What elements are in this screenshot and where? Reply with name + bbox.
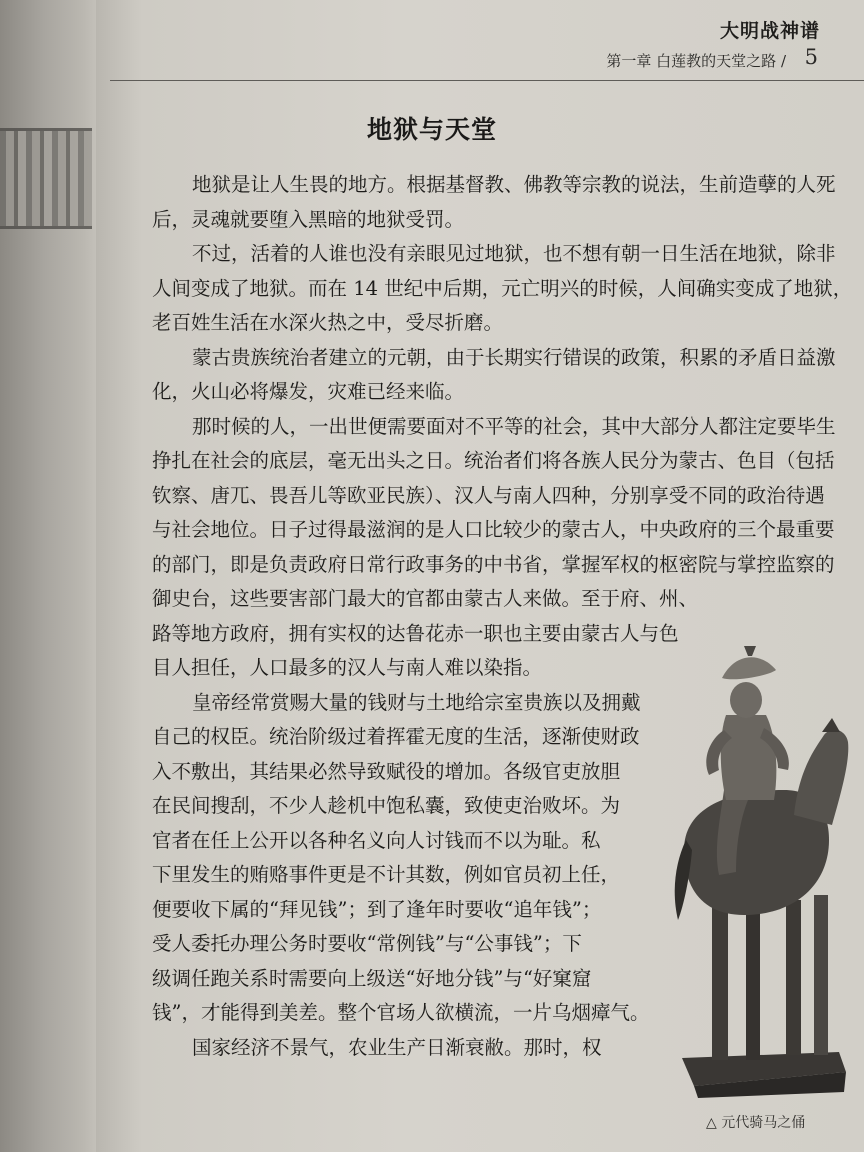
text-line: 人间变成了地狱。而在 14 世纪中后期，元亡明兴的时候，人间确实变成了地狱， (152, 276, 853, 300)
text-line: 御史台，这些要害部门最大的官都由蒙古人来做。至于府、州、 (152, 587, 699, 610)
text-line: 便要收下属的“拜见钱”；到了逢年时要收“追年钱”； (152, 897, 602, 921)
text-line: 挣扎在社会的底层，毫无出头之日。统治者们将各族人民分为蒙古、色目（包括 (152, 449, 835, 472)
text-line: 级调任跑关系时需要向上级送“好地分钱”与“好窠窟 (152, 966, 592, 990)
text-line: 皇帝经常赏赐大量的钱财与土地给宗室贵族以及拥戴 (192, 690, 641, 714)
running-header-title: 大明战神谱 (719, 20, 820, 42)
text-line: 受人委托办理公务时要收“常例钱”与“公事钱”；下 (152, 932, 582, 955)
text-line: 与社会地位。日子过得最滋润的是人口比较少的蒙古人，中央政府的三个最重要 (152, 518, 835, 541)
text-line: 地狱是让人生畏的地方。根据基督教、佛教等宗教的说法，生前造孽的人死 (192, 173, 836, 196)
text-line: 那时候的人，一出世便需要面对不平等的社会，其中大部分人都注定要毕生 (192, 414, 836, 438)
text-line: 路等地方政府，拥有实权的达鲁花赤一职也主要由蒙古人与色 (152, 621, 679, 645)
header-rule (110, 80, 864, 81)
horse-rider-figurine-image (664, 640, 854, 1100)
section-title: 地狱与天堂 (366, 115, 497, 144)
text-line: 蒙古贵族统治者建立的元朝，由于长期实行错误的政策，积累的矛盾日益激 (192, 345, 836, 369)
text-line: 钦察、唐兀、畏吾儿等欧亚民族）、汉人与南人四种，分别享受不同的政治待遇 (152, 483, 825, 507)
text-line: 在民间搜刮，不少人趁机中饱私囊，致使吏治败坏。为 (152, 794, 621, 817)
text-line: 官者在任上公开以各种名义向人讨钱而不以为耻。私 (152, 828, 601, 852)
figure-caption: △ 元代骑马之俑 (706, 1115, 806, 1131)
text-line: 后，灵魂就要堕入黑暗的地狱受罚。 (152, 207, 465, 231)
text-line: 钱”，才能得到美差。整个官场人欲横流，一片乌烟瘴气。 (152, 1001, 650, 1024)
text-line: 化，火山必将爆发，灾难已经来临。 (152, 380, 465, 403)
text-line: 的部门，即是负责政府日常行政事务的中书省，掌握军权的枢密院与掌控监察的 (152, 552, 835, 576)
text-line: 入不敷出，其结果必然导致赋役的增加。各级官吏放胆 (152, 759, 621, 783)
text-line: 自己的权臣。统治阶级过着挥霍无度的生活，逐渐使财政 (152, 725, 640, 748)
text-line: 不过，活着的人谁也没有亲眼见过地狱，也不想有朝一日生活在地狱，除非 (192, 242, 836, 265)
text-line: 下里发生的贿赂事件更是不计其数，例如官员初上任， (152, 863, 621, 886)
text-line: 国家经济不景气，农业生产日渐衰敝。那时，权 (192, 1035, 602, 1059)
page-number: 5 (804, 45, 818, 69)
text-line: 目人担任，人口最多的汉人与南人难以染指。 (152, 656, 543, 679)
running-header-chapter: 第一章 白莲教的天堂之路 / (606, 52, 786, 70)
text-line: 老百姓生活在水深火热之中，受尽折磨。 (152, 311, 504, 334)
book-spine (0, 0, 110, 1152)
